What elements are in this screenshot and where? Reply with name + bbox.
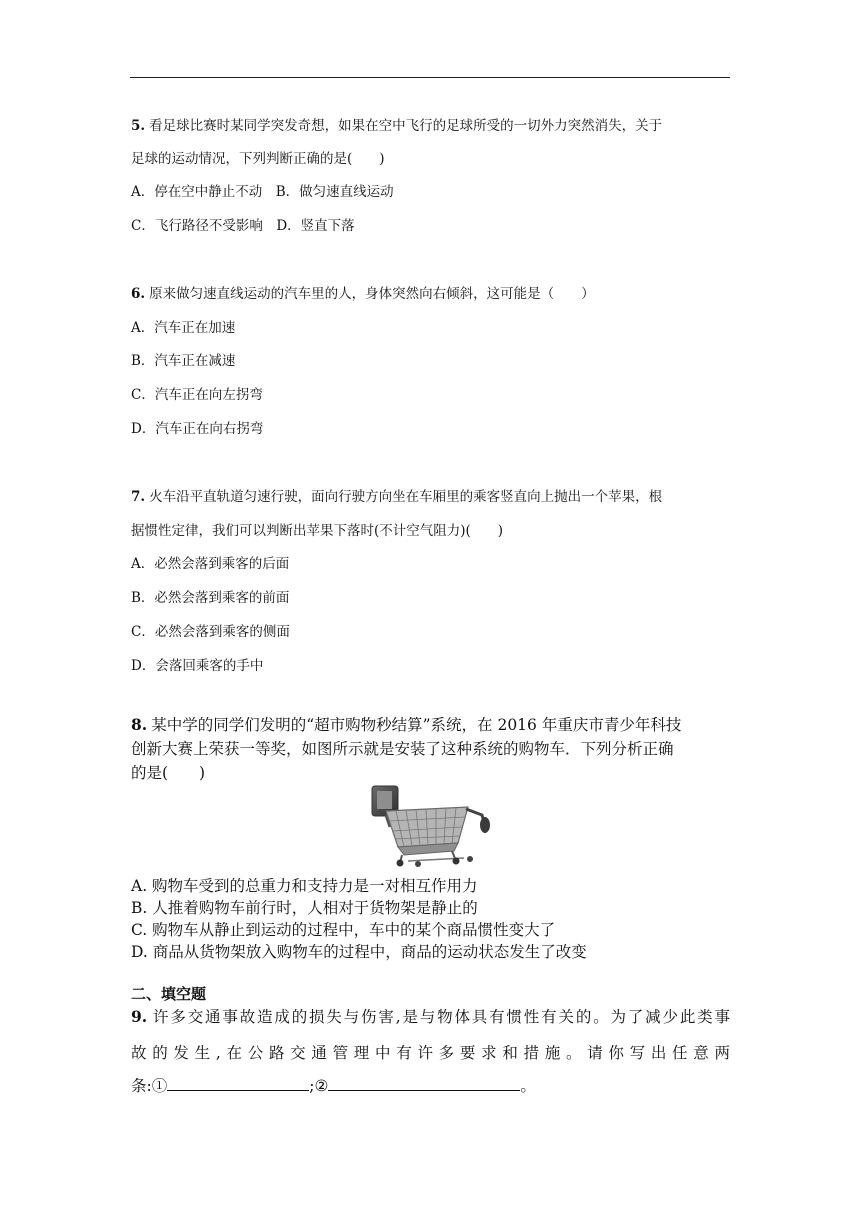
shopping-cart-image <box>368 781 492 867</box>
q8-line-2: 创新大赛上荣获一等奖，如图所示就是安装了这种系统的购物车．下列分析正确 <box>131 740 674 758</box>
q8-line-1: 8. 某中学的同学们发明的“超市购物秒结算”系统，在 2016 年重庆市青少年科技 <box>131 715 682 734</box>
q5-line-1: 5. 看足球比赛时某同学突发奇想，如果在空中飞行的足球所受的一切外力突然消失，关于 <box>131 118 663 134</box>
q9-line-3: 条:① ;② 。 <box>131 1077 536 1095</box>
answer-blank-1[interactable] <box>167 1076 309 1091</box>
q5-options-cd: C．飞行路径不受影响 D．竖直下落 <box>131 218 355 234</box>
q9-line-2: 故的发生,在公路交通管理中有许多要求和措施。请你写出任意两 <box>131 1044 730 1062</box>
q7-line-2: 据惯性定律，我们可以判断出苹果下落时(不计空气阻力)( ) <box>131 523 504 539</box>
q8-option-d: D. 商品从货物架放入购物车的过程中，商品的运动状态发生了改变 <box>131 943 587 961</box>
q5-number: 5. <box>131 118 146 134</box>
header-rule <box>130 77 730 78</box>
q8-line-3: 的是( ) <box>131 764 206 782</box>
q6-option-a: A．汽车正在加速 <box>131 320 236 336</box>
q9-number: 9. <box>131 1007 148 1026</box>
section-title: 二、填空题 <box>131 985 207 1003</box>
q7-option-d: D．会落回乘客的手中 <box>131 658 264 674</box>
answer-blank-2[interactable] <box>328 1076 520 1091</box>
q6-option-c: C．汽车正在向左拐弯 <box>131 387 263 403</box>
q8-option-c: C. 购物车从静止到运动的过程中，车中的某个商品惯性变大了 <box>131 921 556 939</box>
q5-line-2: 足球的运动情况，下列判断正确的是( ) <box>131 151 385 167</box>
q8-option-b: B. 人推着购物车前行时，人相对于货物架是静止的 <box>131 899 478 917</box>
q7-number: 7. <box>131 489 146 505</box>
q5-options-ab: A．停在空中静止不动 B．做匀速直线运动 <box>131 184 394 200</box>
q6-stem: 6. 原来做匀速直线运动的汽车里的人，身体突然向右倾斜，这可能是（ ） <box>131 286 595 302</box>
q7-option-a: A．必然会落到乘客的后面 <box>131 556 290 572</box>
q6-option-d: D．汽车正在向右拐弯 <box>131 421 264 437</box>
q7-option-b: B．必然会落到乘客的前面 <box>131 590 290 606</box>
q8-number: 8. <box>131 715 148 734</box>
q6-option-b: B．汽车正在减速 <box>131 353 236 369</box>
q7-option-c: C．必然会落到乘客的侧面 <box>131 624 290 640</box>
q8-option-a: A. 购物车受到的总重力和支持力是一对相互作用力 <box>131 877 478 895</box>
q9-line-1: 9. 许多交通事故造成的损失与伤害,是与物体具有惯性有关的。为了减少此类事 <box>131 1007 730 1026</box>
q6-number: 6. <box>131 286 146 302</box>
q7-line-1: 7. 火车沿平直轨道匀速行驶，面向行驶方向坐在车厢里的乘客竖直向上抛出一个苹果，根 <box>131 489 663 505</box>
